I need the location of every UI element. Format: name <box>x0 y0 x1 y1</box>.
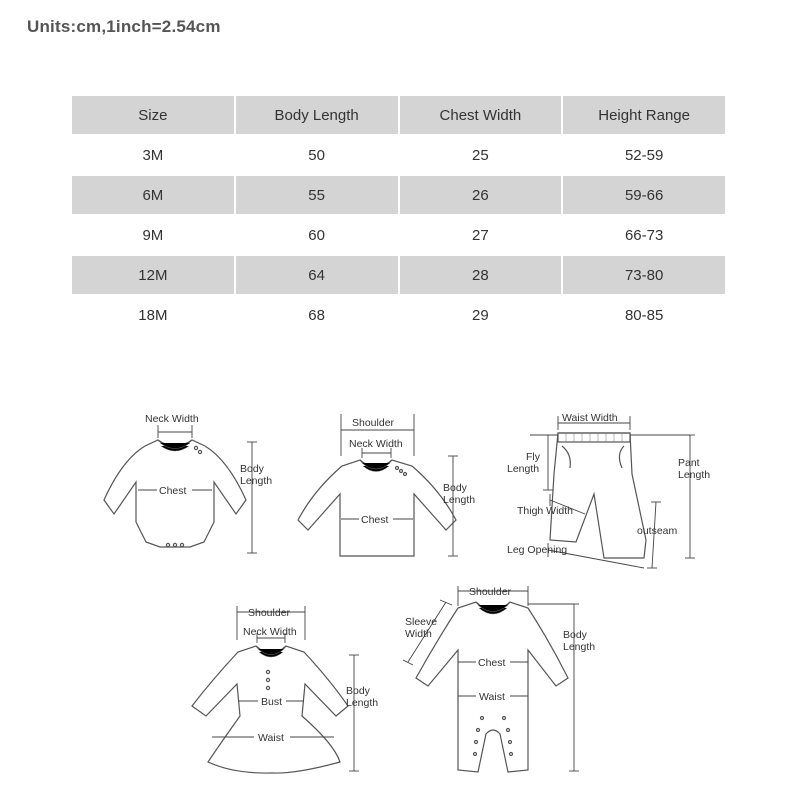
cell-body-length: 64 <box>236 256 398 296</box>
pants-fly-length-label: Fly <box>526 451 540 463</box>
dress-neck-width-label: Neck Width <box>243 626 297 638</box>
table-row <box>72 136 725 176</box>
header-height-range: Height Range <box>563 96 725 136</box>
bodysuit-neck-width-label: Neck Width <box>145 413 199 425</box>
cell-size: 6M <box>72 176 234 216</box>
pants-fly-length-label-2: Length <box>507 463 540 475</box>
bodysuit-body-length-label: Body <box>240 463 264 475</box>
cell-height-range: 66-73 <box>563 216 725 256</box>
dress-body-length-label: Body <box>346 685 370 697</box>
pants-pant-length-label-2: Length <box>678 469 711 481</box>
romper-body-length-label: Body <box>563 629 587 641</box>
romper-outline <box>416 602 568 772</box>
cell-body-length: 55 <box>236 176 398 216</box>
romper-body-length-label-2: Length <box>563 641 596 653</box>
table-row <box>72 176 725 216</box>
top-neck-width-label: Neck Width <box>349 438 403 450</box>
cell-height-range: 59-66 <box>563 176 725 216</box>
cell-chest-width: 26 <box>400 176 562 216</box>
header-body-length: Body Length <box>236 96 398 136</box>
measurement-diagrams <box>0 390 800 790</box>
cell-size: 18M <box>72 296 234 336</box>
dress-shoulder-label: Shoulder <box>248 607 291 619</box>
cell-body-length: 60 <box>236 216 398 256</box>
cell-size: 12M <box>72 256 234 296</box>
pants-outseam-label: outseam <box>637 525 678 537</box>
header-size: Size <box>72 96 234 136</box>
cell-chest-width: 29 <box>400 296 562 336</box>
pants-outline <box>550 433 646 558</box>
top-body-length-label: Body <box>443 482 467 494</box>
romper-waist-label: Waist <box>479 691 505 703</box>
table-row <box>72 296 725 336</box>
romper-sleeve-width-label-2: Width <box>405 628 432 640</box>
cell-height-range: 80-85 <box>563 296 725 336</box>
cell-chest-width: 28 <box>400 256 562 296</box>
dress-body-length-label-2: Length <box>346 697 379 709</box>
cell-size: 9M <box>72 216 234 256</box>
size-chart-table <box>70 96 727 336</box>
top-outline <box>298 460 456 556</box>
top-chest-label: Chest <box>361 514 389 526</box>
cell-chest-width: 27 <box>400 216 562 256</box>
cell-height-range: 73-80 <box>563 256 725 296</box>
dress-waist-label: Waist <box>258 732 284 744</box>
cell-body-length: 50 <box>236 136 398 176</box>
table-header-row <box>72 96 725 136</box>
pants-leg-opening-label: Leg Opening <box>507 544 568 556</box>
bodysuit-chest-label: Chest <box>159 485 187 497</box>
pants-waist-width-label: Waist Width <box>562 412 618 424</box>
top-body-length-label-2: Length <box>443 494 476 506</box>
table-row <box>72 216 725 256</box>
top-diagram <box>298 414 475 556</box>
romper-diagram <box>403 586 595 772</box>
units-note: Units:cm,1inch=2.54cm <box>27 17 221 36</box>
cell-height-range: 52-59 <box>563 136 725 176</box>
dress-bust-label: Bust <box>261 696 283 708</box>
romper-shoulder-label: Shoulder <box>469 586 512 598</box>
bodysuit-diagram <box>104 413 272 553</box>
table-row <box>72 256 725 296</box>
romper-chest-label: Chest <box>478 657 506 669</box>
cell-body-length: 68 <box>236 296 398 336</box>
cell-size: 3M <box>72 136 234 176</box>
header-chest-width: Chest Width <box>400 96 562 136</box>
dress-outline <box>192 646 348 773</box>
dress-diagram <box>192 606 378 773</box>
cell-chest-width: 25 <box>400 136 562 176</box>
top-shoulder-label: Shoulder <box>352 417 395 429</box>
pants-thigh-width-label: Thigh Width <box>517 505 574 517</box>
pants-pant-length-label: Pant <box>678 457 700 469</box>
romper-sleeve-width-label: Sleeve <box>405 616 438 628</box>
pants-diagram <box>507 412 710 568</box>
pants-waistband <box>558 433 630 442</box>
bodysuit-body-length-label-2: Length <box>240 475 273 487</box>
